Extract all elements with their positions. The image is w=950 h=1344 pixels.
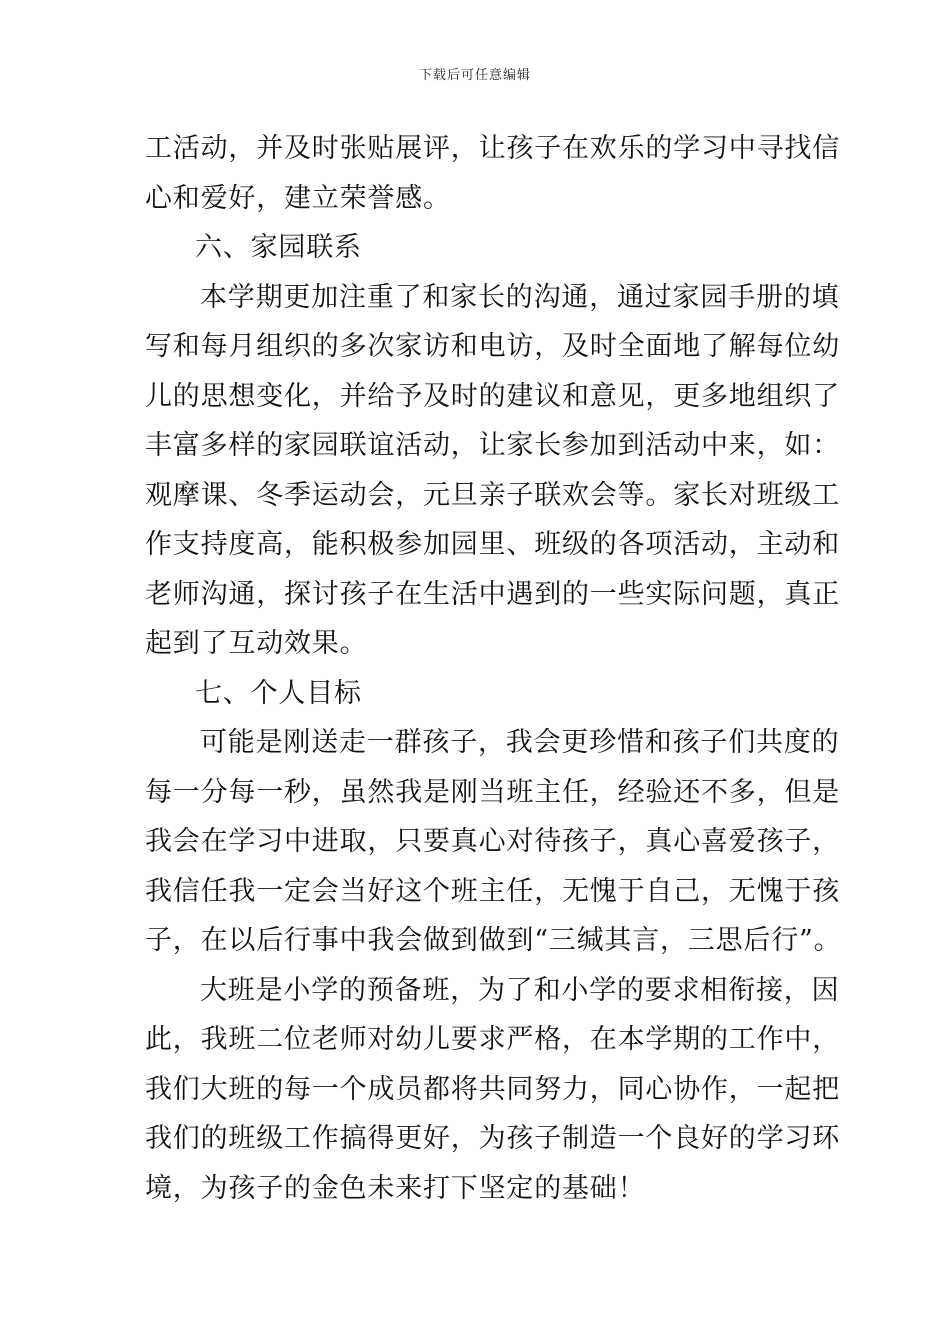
paragraph-line: 本学期更加注重了和家长的沟通，通过家园手册的填 <box>200 281 840 313</box>
paragraph-line: 写和每月组织的多次家访和电访，及时全面地了解每位幼 <box>145 331 840 362</box>
document-body <box>145 124 842 1213</box>
header-note: 下载后可任意编辑 <box>418 68 531 83</box>
paragraph-line: 大班是小学的预备班，为了和小学的要求相衔接，因 <box>200 974 840 1006</box>
paragraph-line: 此，我班二位老师对幼儿要求严格，在本学期的工作中， <box>145 1024 840 1055</box>
paragraph-line: 老师沟通，探讨孩子在生活中遇到的一些实际问题，真正 <box>145 578 840 610</box>
section-heading: 六、家园联系 <box>195 232 362 263</box>
paragraph-line: 我会在学习中进取，只要真心对待孩子，真心喜爱孩子， <box>145 826 840 857</box>
paragraph-line: 工活动，并及时张贴展评，让孩子在欢乐的学习中寻找信 <box>145 133 840 164</box>
paragraph-line: 起到了互动效果。 <box>145 628 368 659</box>
paragraph-line: 我信任我一定会当好这个班主任，无愧于自己，无愧于孩 <box>145 875 840 907</box>
paragraph-line: 境，为孩子的金色未来打下坚定的基础！ <box>145 1172 646 1204</box>
paragraph-line: 作支持度高，能积极参加园里、班级的各项活动，主动和 <box>145 529 840 560</box>
section-heading: 七、个人目标 <box>195 677 362 709</box>
paragraph-line: 我们大班的每一个成员都将共同努力，同心协作，一起把 <box>145 1073 840 1105</box>
paragraph-line: 我们的班级工作搞得更好，为孩子制造一个良好的学习环 <box>145 1123 840 1154</box>
paragraph-line: 观摩课、冬季运动会，元旦亲子联欢会等。家长对班级工 <box>145 479 840 511</box>
paragraph-line: 儿的思想变化，并给予及时的建议和意见，更多地组织了 <box>145 380 840 412</box>
paragraph-line: 每一分每一秒，虽然我是刚当班主任，经验还不多，但是 <box>145 776 840 808</box>
paragraph-line: 丰富多样的家园联谊活动，让家长参加到活动中来，如： <box>145 430 840 461</box>
paragraph-line: 心和爱好，建立荣誉感。 <box>145 182 451 214</box>
paragraph-line: 可能是刚送走一群孩子，我会更珍惜和孩子们共度的 <box>200 727 840 758</box>
paragraph-line: 子，在以后行事中我会做到做到“三缄其言，三思后行”。 <box>145 925 842 956</box>
